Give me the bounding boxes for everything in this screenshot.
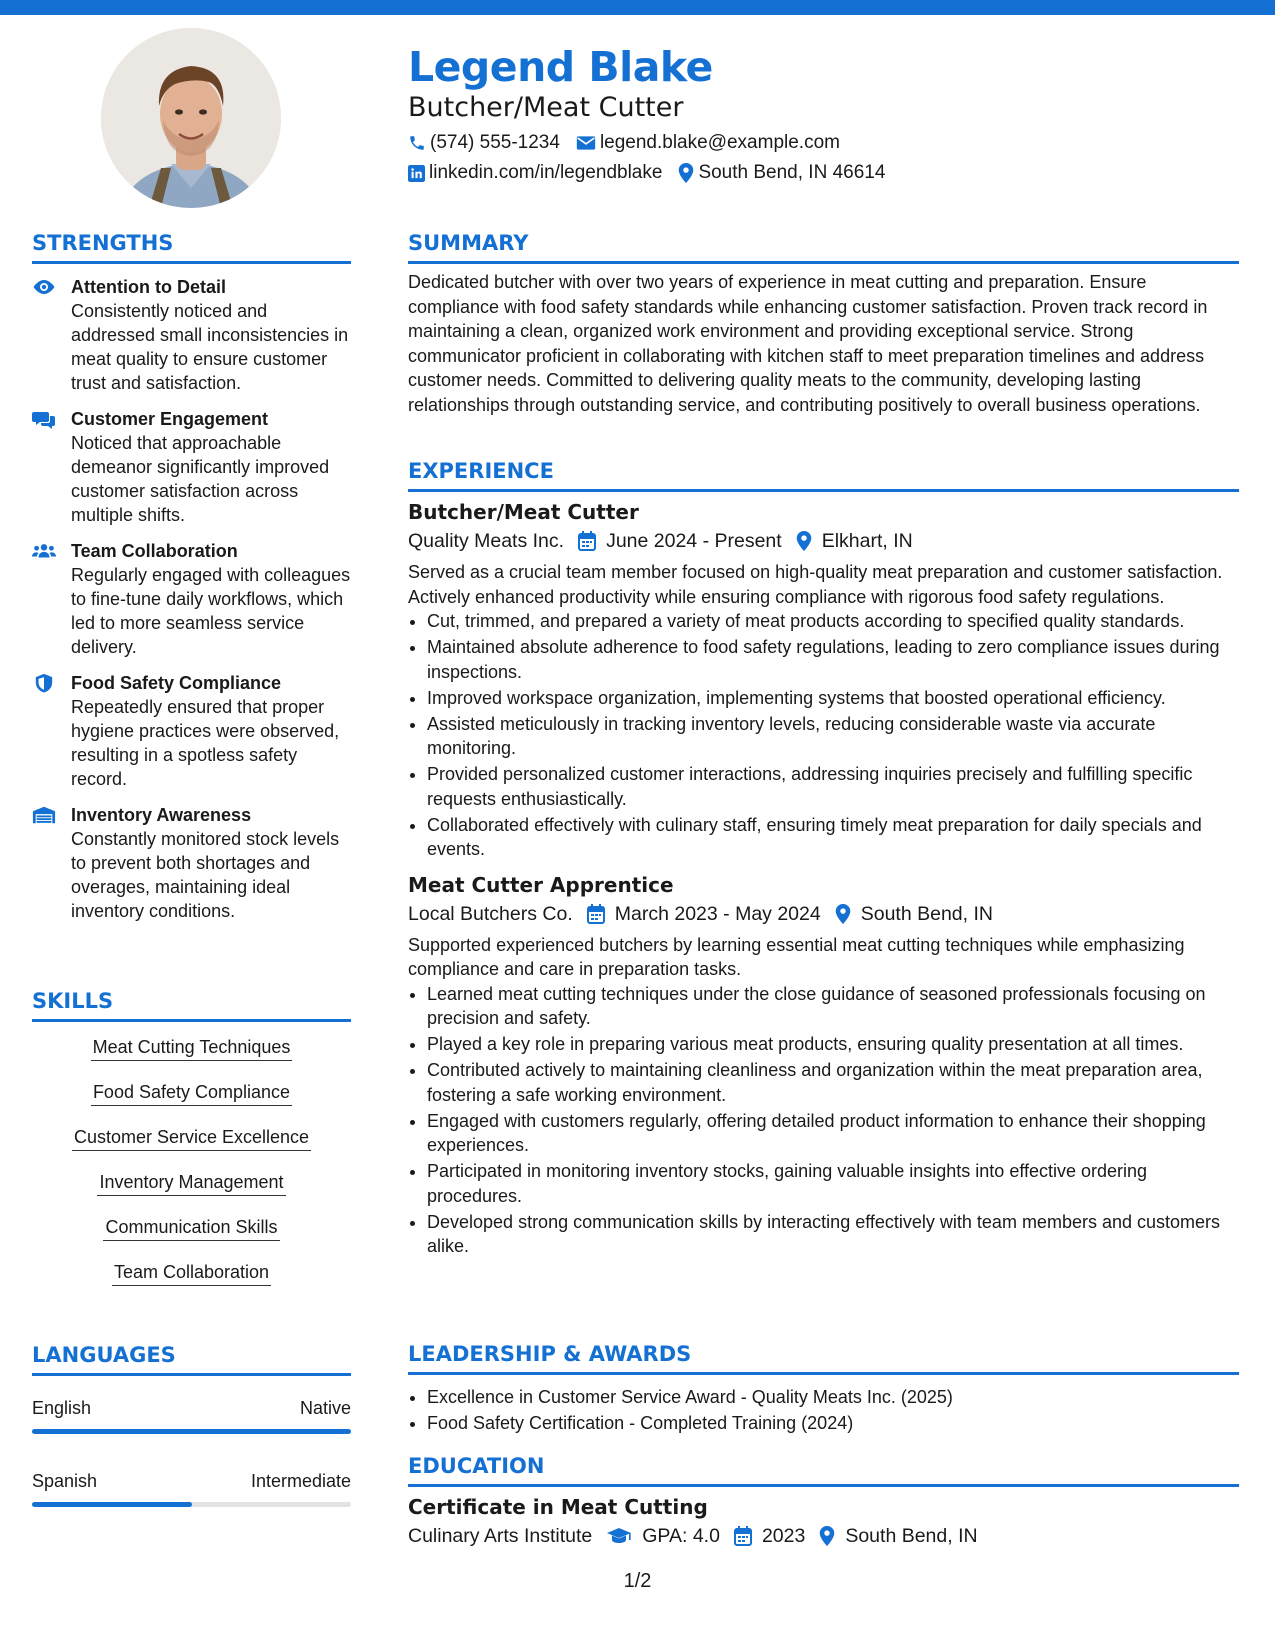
users-icon xyxy=(32,541,56,561)
list-item: • Played a key role in preparing various meat products, ensuring quality presentation at all times. xyxy=(427,1032,1239,1057)
job-description: Served as a crucial team member focused on high-quality meat preparation and customer satisfaction. Actively enhanced productivity while ensuring compliance with rigorous food safety regulations. xyxy=(408,562,1223,607)
strength-title: Attention to Detail xyxy=(71,277,226,297)
resume-header xyxy=(408,42,1228,186)
job-dates: March 2023 - May 2024 xyxy=(614,902,821,925)
map-pin-icon xyxy=(678,163,694,183)
map-pin-icon xyxy=(796,531,812,551)
list-item: • Collaborated effectively with culinary staff, ensuring timely meat preparation for daily specials and events. xyxy=(427,813,1239,862)
graduation-cap-icon xyxy=(606,1527,632,1545)
strength-title: Food Safety Compliance xyxy=(71,673,282,693)
section-divider xyxy=(32,1373,351,1376)
education-section xyxy=(408,1453,1239,1551)
strength-item xyxy=(32,803,351,923)
language-item xyxy=(32,1469,351,1507)
summary-text: Dedicated butcher with over two years of experience in meat cutting and preparation. Ensure compliance with food safety standards while enhancing customer satisfaction. Proven track record in maintaining a clean, organized work environment and providing exceptional service. Strong communicator proficient in collaborating with kitchen staff to meet preparation timelines and address customer needs. Committed to delivering quality meats to the community, developing lasting relationships through outstanding service, and contributing positively to overall business operations. xyxy=(408,272,1208,415)
list-item: • Improved workspace organization, implementing systems that boosted operational efficiency. xyxy=(427,686,1239,711)
strength-item xyxy=(32,407,351,527)
job-entry xyxy=(408,498,1239,862)
language-level: Native xyxy=(299,1398,351,1418)
section-heading: SKILLS xyxy=(32,989,114,1013)
section-heading: STRENGTHS xyxy=(32,231,174,255)
email-text: legend.blake@example.com xyxy=(599,132,840,153)
map-pin-icon xyxy=(835,904,851,924)
awards-section xyxy=(408,1341,1239,1437)
awards-list xyxy=(408,1385,1239,1436)
skill-item xyxy=(32,1124,351,1155)
list-item: • Provided personalized customer interactions, addressing inquiries precisely and fulfilling specific requests enthusiastically. xyxy=(427,762,1239,811)
languages-section xyxy=(32,1342,351,1507)
list-item: • Contributed actively to maintaining cleanliness and organization within the meat preparation area, fostering a safe working environment. xyxy=(427,1058,1239,1107)
calendar-icon xyxy=(578,531,596,551)
strength-item xyxy=(32,275,351,395)
list-item: • Learned meat cutting techniques under the close guidance of seasoned professionals focusing on precision and safety. xyxy=(427,982,1239,1031)
job-bullets xyxy=(408,982,1239,1259)
job-description: Supported experienced butchers by learning essential meat cutting techniques while emphasizing compliance and care in preparation tasks. xyxy=(408,934,1185,979)
comments-icon xyxy=(32,409,56,429)
strength-desc: Noticed that approachable demeanor significantly improved customer satisfaction across multiple shifts. xyxy=(71,433,330,525)
job-location: Elkhart, IN xyxy=(821,530,913,552)
skill-item xyxy=(32,1259,351,1290)
envelope-icon xyxy=(576,135,596,151)
top-accent-bar xyxy=(0,0,1275,15)
section-divider xyxy=(408,1372,1239,1375)
job-company: Local Butchers Co. xyxy=(408,902,573,925)
strength-title: Customer Engagement xyxy=(71,409,269,429)
skill-item xyxy=(32,1079,351,1110)
phone-contact[interactable] xyxy=(408,130,560,156)
skill-item xyxy=(32,1034,351,1065)
school-name: Culinary Arts Institute xyxy=(408,1525,593,1547)
section-divider xyxy=(32,261,351,264)
linkedin-icon xyxy=(408,165,425,182)
email-contact[interactable] xyxy=(576,130,840,156)
strength-title: Inventory Awareness xyxy=(71,805,252,825)
skill-label: Inventory Management xyxy=(97,1169,285,1196)
job-title: Meat Cutter Apprentice xyxy=(408,872,674,897)
skill-label: Meat Cutting Techniques xyxy=(91,1034,293,1061)
calendar-icon xyxy=(587,904,605,924)
list-item: • Cut, trimmed, and prepared a variety of meat products according to specified quality standards. xyxy=(427,609,1239,634)
skill-label: Communication Skills xyxy=(103,1214,279,1241)
shield-icon xyxy=(32,673,56,693)
section-heading: LEADERSHIP & AWARDS xyxy=(408,1342,692,1366)
job-location: South Bend, IN xyxy=(860,902,993,925)
language-name: English xyxy=(32,1398,92,1418)
warehouse-icon xyxy=(32,805,56,825)
list-item: • Engaged with customers regularly, offering detailed product information to enhance their shopping experiences. xyxy=(427,1109,1239,1158)
strength-item xyxy=(32,671,351,791)
language-proficiency-fill xyxy=(32,1429,351,1434)
location-contact xyxy=(678,160,885,186)
map-pin-icon xyxy=(819,1526,835,1546)
language-level: Intermediate xyxy=(250,1471,351,1491)
strength-item xyxy=(32,539,351,659)
list-item: • Maintained absolute adherence to food safety regulations, leading to zero compliance issues during inspections. xyxy=(427,635,1239,684)
list-item: • Participated in monitoring inventory stocks, gaining valuable insights into effective ordering procedures. xyxy=(427,1159,1239,1208)
summary-section xyxy=(408,230,1239,417)
section-divider xyxy=(408,261,1239,264)
strength-title: Team Collaboration xyxy=(71,541,238,561)
language-proficiency-bar xyxy=(32,1502,351,1507)
job-entry xyxy=(408,871,1239,1259)
job-bullets xyxy=(408,609,1239,862)
language-name: Spanish xyxy=(32,1471,98,1491)
phone-text: (574) 555-1234 xyxy=(430,132,560,153)
job-dates: June 2024 - Present xyxy=(606,530,782,552)
skill-item xyxy=(32,1214,351,1245)
strength-desc: Constantly monitored stock levels to prevent both shortages and overages, maintaining ideal inventory conditions. xyxy=(71,829,340,921)
strengths-section xyxy=(32,230,351,923)
experience-section xyxy=(408,458,1239,1260)
section-divider xyxy=(408,1484,1239,1487)
section-heading: LANGUAGES xyxy=(32,1343,176,1367)
phone-icon xyxy=(408,134,426,152)
language-proficiency-bar xyxy=(32,1429,351,1434)
strength-desc: Consistently noticed and addressed small inconsistencies in meat quality to ensure customer trust and satisfaction. xyxy=(71,301,349,393)
calendar-icon xyxy=(734,1526,752,1546)
list-item: • Developed strong communication skills by interacting effectively with team members and customers alike. xyxy=(427,1210,1239,1259)
gpa-text: GPA: 4.0 xyxy=(642,1525,720,1547)
job-title: Butcher/Meat Cutter xyxy=(408,500,639,524)
location-text: South Bend, IN 46614 xyxy=(698,162,886,183)
education-year: 2023 xyxy=(761,1525,806,1547)
education-location: South Bend, IN xyxy=(845,1525,978,1547)
strength-desc: Repeatedly ensured that proper hygiene practices were observed, resulting in a spotless safety record. xyxy=(71,697,340,789)
degree-title: Certificate in Meat Cutting xyxy=(408,1495,708,1519)
list-item: • Food Safety Certification - Completed Training (2024) xyxy=(427,1411,1239,1436)
strength-desc: Regularly engaged with colleagues to fine-tune daily workflows, which led to more seamless service delivery. xyxy=(71,565,351,657)
job-company: Quality Meats Inc. xyxy=(408,530,565,552)
skill-label: Customer Service Excellence xyxy=(72,1124,311,1151)
section-heading: SUMMARY xyxy=(408,231,529,255)
list-item: • Assisted meticulously in tracking inventory levels, reducing considerable waste via accurate monitoring. xyxy=(427,712,1239,761)
section-heading: EXPERIENCE xyxy=(408,459,554,483)
eye-icon xyxy=(32,277,56,297)
linkedin-contact[interactable] xyxy=(408,160,662,186)
skill-label: Food Safety Compliance xyxy=(91,1079,292,1106)
candidate-title: Butcher/Meat Cutter xyxy=(408,92,684,123)
section-heading: EDUCATION xyxy=(408,1454,545,1478)
skill-item xyxy=(32,1169,351,1200)
candidate-name: Legend Blake xyxy=(408,43,713,91)
page-number: 1/2 xyxy=(623,1570,652,1592)
linkedin-text: linkedin.com/in/legendblake xyxy=(429,162,663,183)
section-divider xyxy=(408,489,1239,492)
section-divider xyxy=(32,1019,351,1022)
language-item xyxy=(32,1396,351,1434)
profile-photo xyxy=(101,28,281,208)
skill-label: Team Collaboration xyxy=(112,1259,271,1286)
language-proficiency-fill xyxy=(32,1502,192,1507)
skills-section xyxy=(32,988,351,1290)
list-item: • Excellence in Customer Service Award - Quality Meats Inc. (2025) xyxy=(427,1385,1239,1410)
